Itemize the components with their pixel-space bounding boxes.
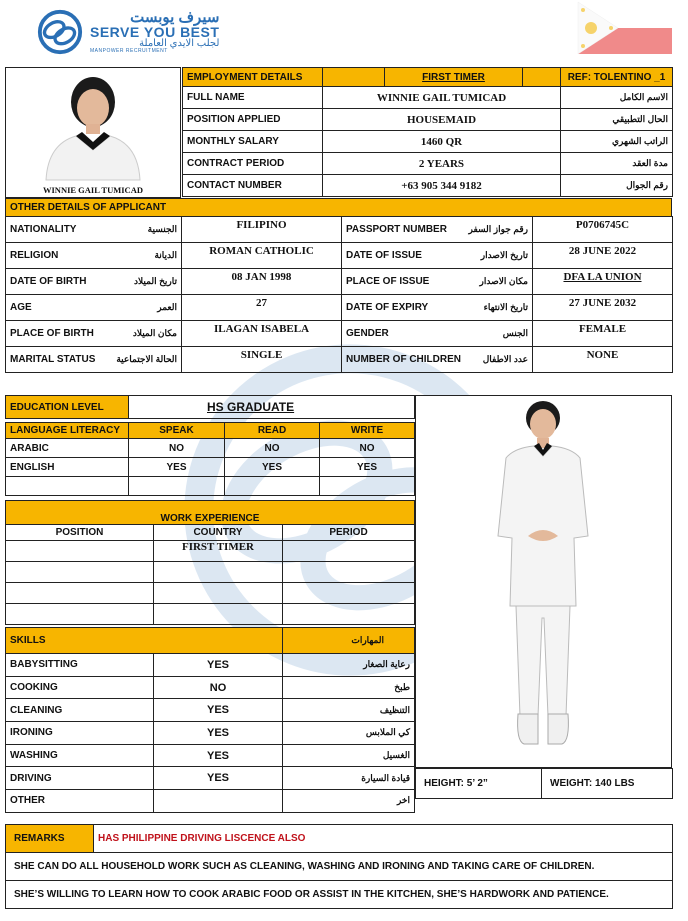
detail-arabic-label: تاريخ الانتهاء bbox=[437, 295, 533, 321]
detail-value: 27 JUNE 2032 bbox=[533, 295, 673, 321]
detail-arabic-label: تاريخ الميلاد bbox=[104, 269, 182, 295]
detail-value: 28 JUNE 2022 bbox=[533, 243, 673, 269]
full-body-photo bbox=[416, 396, 671, 767]
skill-arabic-label: الغسيل bbox=[283, 744, 415, 767]
other-details-row bbox=[6, 347, 673, 373]
language-name: ARABIC bbox=[6, 439, 129, 458]
remarks-label: REMARKS bbox=[6, 825, 94, 853]
detail-value: P0706745C bbox=[533, 217, 673, 243]
employment-label: CONTRACT PERIOD bbox=[183, 153, 323, 175]
detail-arabic-label: العمر bbox=[104, 295, 182, 321]
work-country: FIRST TIMER bbox=[154, 541, 283, 562]
skill-arabic-label: طبخ bbox=[283, 676, 415, 699]
employment-label: FULL NAME bbox=[183, 87, 323, 109]
detail-label: DATE OF BIRTH bbox=[6, 269, 104, 295]
work-row bbox=[6, 541, 415, 562]
company-logo-icon bbox=[36, 8, 84, 56]
detail-value: FEMALE bbox=[533, 321, 673, 347]
employment-row bbox=[183, 175, 673, 197]
skill-label: CLEANING bbox=[6, 699, 154, 722]
skill-label: BABYSITTING bbox=[6, 654, 154, 677]
language-row bbox=[6, 458, 415, 477]
detail-arabic-label: الحالة الاجتماعية bbox=[104, 347, 182, 373]
employment-row bbox=[183, 109, 673, 131]
other-details-row bbox=[6, 243, 673, 269]
employment-label: MONTHLY SALARY bbox=[183, 131, 323, 153]
employment-arabic-label: مدة العقد bbox=[561, 153, 673, 175]
skill-value: YES bbox=[154, 722, 283, 745]
skill-value: YES bbox=[154, 767, 283, 790]
skills-header: SKILLS bbox=[6, 628, 283, 654]
detail-label: PLACE OF BIRTH bbox=[6, 321, 104, 347]
philippines-flag-icon bbox=[578, 2, 672, 54]
detail-label: PLACE OF ISSUE bbox=[342, 269, 437, 295]
logo-arabic-subtitle: لجلب الايدي العاملة bbox=[139, 38, 220, 49]
skill-row bbox=[6, 790, 415, 813]
work-experience-table bbox=[5, 500, 415, 625]
skill-label: WASHING bbox=[6, 744, 154, 767]
detail-label: PASSPORT NUMBER bbox=[342, 217, 437, 243]
reference-number: REF: TOLENTINO _1 bbox=[561, 68, 673, 87]
employment-arabic-label: الاسم الكامل bbox=[561, 87, 673, 109]
employment-value: 1460 QR bbox=[323, 131, 561, 153]
detail-label: AGE bbox=[6, 295, 104, 321]
logo-subtitle: MANPOWER RECRUITMENT bbox=[90, 48, 168, 54]
portrait-caption: WINNIE GAIL TUMICAD bbox=[43, 185, 143, 195]
language-column-header: WRITE bbox=[320, 423, 415, 439]
work-row bbox=[6, 604, 415, 625]
detail-arabic-label: تاريخ الاصدار bbox=[437, 243, 533, 269]
employment-row bbox=[183, 131, 673, 153]
detail-value: ILAGAN ISABELA bbox=[182, 321, 342, 347]
skill-label: COOKING bbox=[6, 676, 154, 699]
language-level: NO bbox=[225, 439, 320, 458]
applicant-portrait-frame bbox=[5, 67, 181, 198]
company-logo bbox=[36, 6, 219, 58]
skill-row bbox=[6, 767, 415, 790]
detail-arabic-label: مكان الاصدار bbox=[437, 269, 533, 295]
work-column-header: PERIOD bbox=[283, 525, 415, 541]
detail-label: MARITAL STATUS bbox=[6, 347, 104, 373]
language-column-header: READ bbox=[225, 423, 320, 439]
skill-row bbox=[6, 699, 415, 722]
detail-label: GENDER bbox=[342, 321, 437, 347]
detail-arabic-label: الجنسية bbox=[104, 217, 182, 243]
skills-table bbox=[5, 627, 415, 813]
detail-label: RELIGION bbox=[6, 243, 104, 269]
work-column-header: COUNTRY bbox=[154, 525, 283, 541]
employment-label: POSITION APPLIED bbox=[183, 109, 323, 131]
language-name: ENGLISH bbox=[6, 458, 129, 477]
skill-row bbox=[6, 722, 415, 745]
language-literacy-table bbox=[5, 422, 415, 496]
language-level: NO bbox=[320, 439, 415, 458]
other-details-row bbox=[6, 217, 673, 243]
detail-arabic-label: الديانة bbox=[104, 243, 182, 269]
other-details-table bbox=[5, 216, 673, 373]
skill-arabic-label: التنظيف bbox=[283, 699, 415, 722]
employment-arabic-label: الراتب الشهري bbox=[561, 131, 673, 153]
skill-row bbox=[6, 744, 415, 767]
language-literacy-header: LANGUAGE LITERACY bbox=[6, 423, 129, 439]
other-details-header: OTHER DETAILS OF APPLICANT bbox=[6, 199, 672, 217]
skill-value: YES bbox=[154, 744, 283, 767]
logo-arabic-name: سيرف يوبست bbox=[130, 9, 220, 26]
detail-value: FILIPINO bbox=[182, 217, 342, 243]
physical-stats-table bbox=[415, 768, 673, 799]
applicant-portrait bbox=[6, 68, 180, 180]
skill-label: IRONING bbox=[6, 722, 154, 745]
employment-rows-table bbox=[182, 86, 673, 197]
language-level: YES bbox=[225, 458, 320, 477]
remarks-headline: HAS PHILIPPINE DRIVING LISCENCE ALSO bbox=[94, 825, 673, 853]
detail-label: DATE OF EXPIRY bbox=[342, 295, 437, 321]
skill-value: YES bbox=[154, 654, 283, 677]
skill-value: YES bbox=[154, 699, 283, 722]
employment-row bbox=[183, 153, 673, 175]
detail-value: SINGLE bbox=[182, 347, 342, 373]
employment-label: CONTACT NUMBER bbox=[183, 175, 323, 197]
skill-label: DRIVING bbox=[6, 767, 154, 790]
other-details-row bbox=[6, 321, 673, 347]
employment-arabic-label: الحال التطبيقي bbox=[561, 109, 673, 131]
detail-label: DATE OF ISSUE bbox=[342, 243, 437, 269]
education-level-value: HS GRADUATE bbox=[207, 400, 295, 414]
work-row bbox=[6, 562, 415, 583]
language-column-header: SPEAK bbox=[129, 423, 225, 439]
remarks-table bbox=[5, 824, 673, 909]
skill-value: NO bbox=[154, 676, 283, 699]
skill-row bbox=[6, 654, 415, 677]
other-details-header-table bbox=[5, 198, 672, 217]
language-row bbox=[6, 439, 415, 458]
skill-row bbox=[6, 676, 415, 699]
detail-arabic-label: عدد الاطفال bbox=[437, 347, 533, 373]
employment-details-table bbox=[182, 67, 673, 87]
work-row bbox=[6, 583, 415, 604]
detail-arabic-label: مكان الميلاد bbox=[104, 321, 182, 347]
detail-value: 08 JAN 1998 bbox=[182, 269, 342, 295]
skill-arabic-label: كي الملابس bbox=[283, 722, 415, 745]
employment-value: HOUSEMAID bbox=[323, 109, 561, 131]
skills-header-arabic: المهارات bbox=[283, 628, 415, 654]
other-details-row bbox=[6, 295, 673, 321]
education-level-label: EDUCATION LEVEL bbox=[6, 396, 129, 419]
detail-value: ROMAN CATHOLIC bbox=[182, 243, 342, 269]
skill-arabic-label: رعاية الصغار bbox=[283, 654, 415, 677]
full-body-photo-frame bbox=[415, 395, 672, 768]
remarks-line-2: SHE’S WILLING TO LEARN HOW TO COOK ARABIC FOOD OR ASSIST IN THE KITCHEN, SHE’S HARDWORK AND PATIENCE. bbox=[6, 881, 673, 909]
height-value: HEIGHT: 5’ 2” bbox=[416, 769, 542, 799]
weight-value: WEIGHT: 140 LBS bbox=[542, 769, 673, 799]
work-experience-header: WORK EXPERIENCE bbox=[6, 501, 415, 525]
detail-label: NATIONALITY bbox=[6, 217, 104, 243]
detail-arabic-label: الجنس bbox=[437, 321, 533, 347]
language-level: NO bbox=[129, 439, 225, 458]
skill-arabic-label: اخر bbox=[283, 790, 415, 813]
skill-value bbox=[154, 790, 283, 813]
language-level: YES bbox=[129, 458, 225, 477]
detail-value: NONE bbox=[533, 347, 673, 373]
other-details-row bbox=[6, 269, 673, 295]
employment-value: +63 905 344 9182 bbox=[323, 175, 561, 197]
education-table bbox=[5, 395, 415, 419]
work-column-header: POSITION bbox=[6, 525, 154, 541]
employment-value: WINNIE GAIL TUMICAD bbox=[323, 87, 561, 109]
employment-row bbox=[183, 87, 673, 109]
employment-arabic-label: رقم الجوال bbox=[561, 175, 673, 197]
first-timer-status: FIRST TIMER bbox=[385, 68, 523, 87]
detail-arabic-label: رقم جواز السفر bbox=[437, 217, 533, 243]
detail-value: DFA LA UNION bbox=[533, 269, 673, 295]
detail-value: 27 bbox=[182, 295, 342, 321]
employment-details-header: EMPLOYMENT DETAILS bbox=[183, 68, 323, 87]
detail-label: NUMBER OF CHILDREN bbox=[342, 347, 437, 373]
skill-label: OTHER bbox=[6, 790, 154, 813]
remarks-line-1: SHE CAN DO ALL HOUSEHOLD WORK SUCH AS CLEANING, WASHING AND IRONING AND TAKING CARE OF CHILDREN. bbox=[6, 853, 673, 881]
logo-english-name: SERVE YOU BEST bbox=[90, 24, 220, 40]
employment-value: 2 YEARS bbox=[323, 153, 561, 175]
skill-arabic-label: قيادة السيارة bbox=[283, 767, 415, 790]
language-level: YES bbox=[320, 458, 415, 477]
